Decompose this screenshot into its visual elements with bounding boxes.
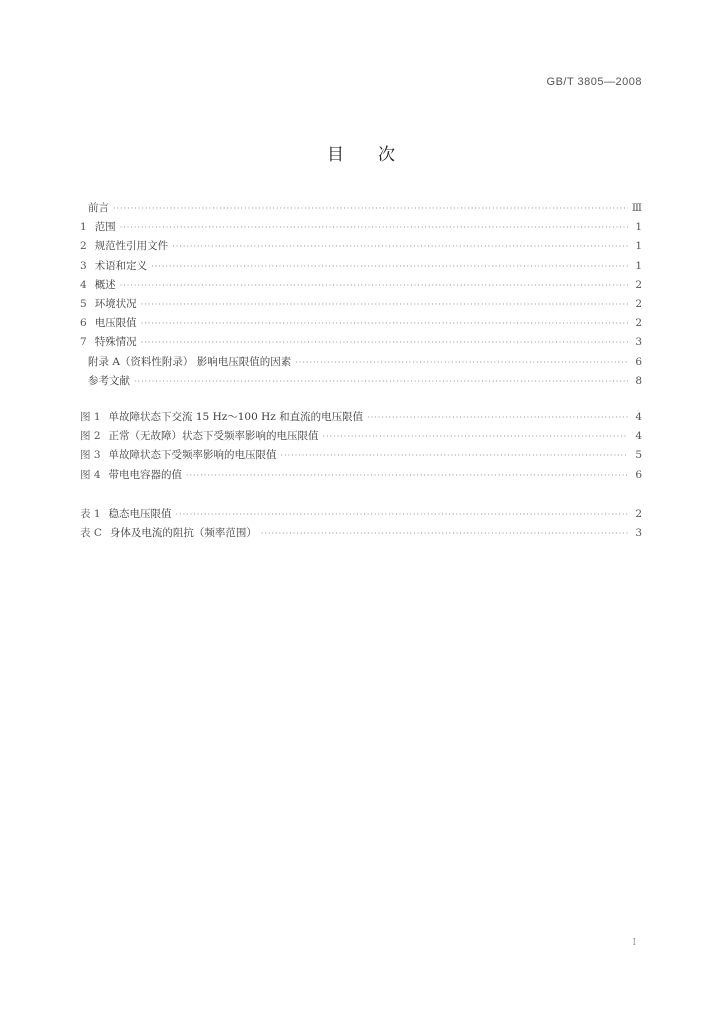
toc-entry-label: 身体及电流的阻抗（频率范围）	[109, 527, 257, 540]
toc-entry-label: 规范性引用文件	[94, 240, 169, 253]
toc-entry[interactable]	[80, 237, 642, 256]
toc-entry[interactable]	[80, 524, 642, 543]
toc-entry-label: 电压限值	[94, 317, 137, 330]
toc-tables	[80, 505, 642, 543]
toc-entry-number: 5	[80, 297, 87, 310]
toc-entry-page: 3	[635, 336, 642, 349]
toc-entry-number: 3	[80, 259, 87, 272]
toc-entry-label: 特殊情况	[94, 336, 137, 349]
dot-leader	[141, 295, 628, 314]
toc-entry-page: 2	[635, 317, 642, 330]
toc-entry-label: 术语和定义	[94, 259, 148, 272]
dot-leader	[113, 199, 628, 218]
toc-entry-page: 2	[635, 297, 642, 310]
dot-leader	[172, 237, 628, 256]
toc-entry-page: 1	[635, 240, 642, 253]
toc-entry-label: 附录 A（资料性附录） 影响电压限值的因素	[88, 355, 292, 368]
toc-entry-number: 表 1	[80, 508, 101, 520]
dot-leader	[186, 466, 628, 485]
toc-entry-page: 1	[635, 259, 642, 272]
toc-entry-number: 图 4	[80, 468, 101, 481]
toc-entry[interactable]	[80, 353, 642, 372]
toc-entry-page: 6	[635, 355, 642, 368]
toc-entry-label: 环境状况	[94, 297, 137, 310]
toc-entry[interactable]	[80, 505, 642, 524]
toc-entry-number: 7	[80, 336, 87, 349]
toc-entry-page: 8	[635, 374, 642, 387]
toc-entry[interactable]	[80, 427, 642, 446]
dot-leader	[176, 505, 628, 524]
toc-sections	[80, 199, 642, 391]
toc-entry-label: 单故障状态下交流 15 Hz～100 Hz 和直流的电压限值	[108, 411, 364, 423]
toc-entry[interactable]	[80, 199, 642, 218]
toc-entry[interactable]	[80, 295, 642, 314]
toc-entry[interactable]	[80, 218, 642, 237]
toc-entry-label: 概述	[94, 278, 116, 291]
toc-entry[interactable]	[80, 408, 642, 427]
standard-code: GB/T 3805—2008	[546, 76, 642, 88]
toc-entry-label: 单故障状态下受频率影响的电压限值	[108, 449, 277, 462]
page-number: I	[632, 938, 636, 948]
dot-leader	[323, 427, 628, 446]
toc-entry-page: 4	[635, 411, 642, 423]
toc-entry-page: 6	[635, 468, 642, 481]
toc-entry-page: 1	[635, 221, 642, 234]
toc-entry-number: 1	[80, 221, 87, 234]
toc-entry-number: 图 1	[80, 411, 101, 423]
dot-leader	[281, 446, 628, 465]
toc-entry-number: 图 3	[80, 449, 101, 462]
toc-entry[interactable]	[80, 466, 642, 485]
dot-leader	[367, 408, 628, 427]
toc-entry[interactable]	[80, 333, 642, 352]
toc-entry-number: 表 C	[80, 527, 102, 540]
toc-entry-page: Ⅲ	[631, 202, 642, 214]
dot-leader	[141, 333, 628, 352]
toc-entry-label: 范围	[94, 221, 116, 234]
toc-entry-label: 带电电容器的值	[108, 468, 183, 481]
toc-entry-page: 3	[635, 527, 642, 540]
toc-entry-number: 4	[80, 278, 87, 291]
toc-entry-number: 2	[80, 240, 87, 253]
toc-entry-label: 稳态电压限值	[108, 508, 172, 520]
toc-entry-number: 图 2	[80, 430, 101, 443]
toc-entry[interactable]	[80, 314, 642, 333]
toc-entry-label: 参考文献	[88, 374, 130, 387]
dot-leader	[295, 353, 628, 372]
dot-leader	[120, 276, 628, 295]
toc-figures	[80, 408, 642, 485]
dot-leader	[261, 524, 628, 543]
toc-entry-page: 2	[635, 508, 642, 520]
page-title: 目次	[327, 145, 429, 165]
toc-entry[interactable]	[80, 446, 642, 465]
dot-leader	[141, 314, 628, 333]
toc-entry-label: 正常（无故障）状态下受频率影响的电压限值	[108, 430, 319, 443]
toc-entry-number: 6	[80, 317, 87, 330]
toc-entry[interactable]	[80, 257, 642, 276]
dot-leader	[134, 372, 628, 391]
toc-entry-page: 4	[635, 430, 642, 443]
toc-entry-page: 2	[635, 278, 642, 291]
toc-entry[interactable]	[80, 276, 642, 295]
dot-leader	[151, 257, 628, 276]
toc-entry-label: 前言	[88, 202, 109, 214]
toc-entry[interactable]	[80, 372, 642, 391]
toc-entry-page: 5	[635, 449, 642, 462]
dot-leader	[120, 218, 628, 237]
